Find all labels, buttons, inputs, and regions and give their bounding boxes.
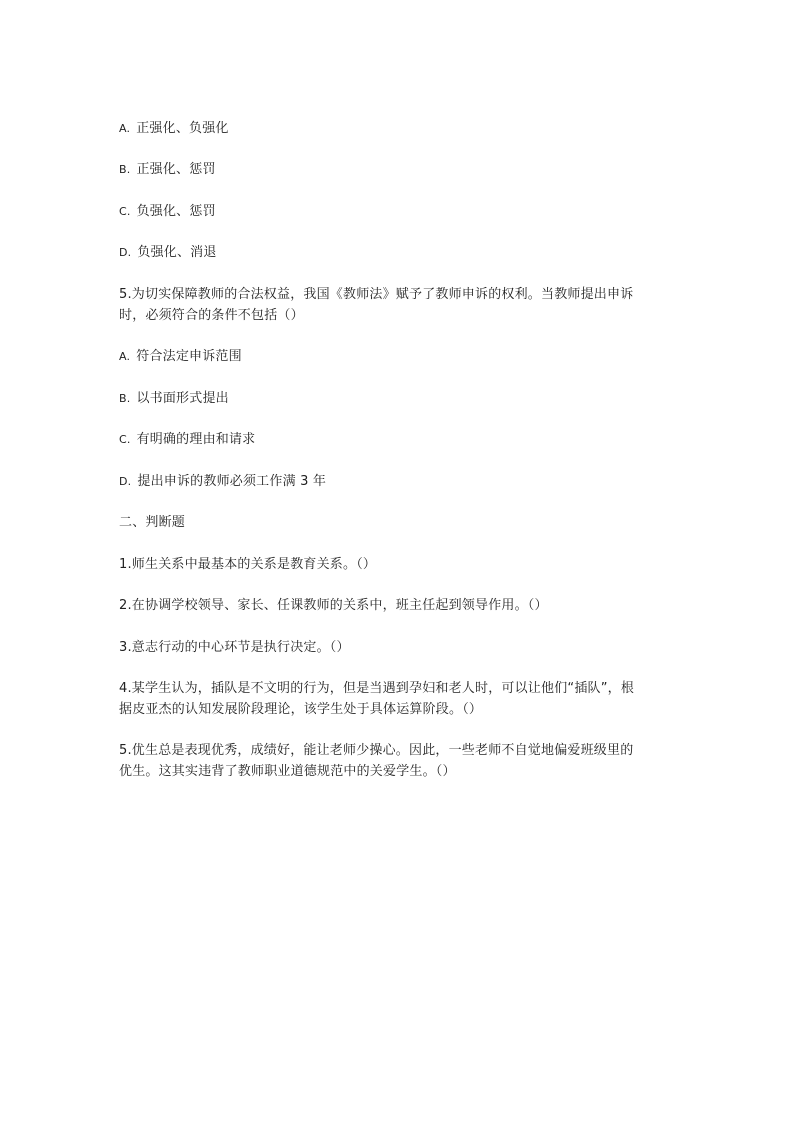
option-text: 正强化、负强化 (136, 121, 229, 136)
option-letter: C. (119, 433, 131, 446)
tf-item-3: 3.意志行动的中心环节是执行决定。（） (119, 640, 350, 655)
q5-option-a (119, 346, 679, 368)
option-letter: A. (119, 122, 131, 135)
q4-option-a (119, 118, 679, 140)
q5-stem-line1: 5.为切实保障教师的合法权益，我国《教师法》赋予了教师申诉的权利。当教师提出申诉 (119, 287, 634, 302)
option-letter: B. (119, 392, 131, 405)
tf-item-5-line1: 5.优生总是表现优秀，成绩好，能让老师少操心。因此，一些老师不自觉地偏爱班级里的 (119, 743, 634, 758)
option-text: 负强化、消退 (137, 245, 217, 260)
option-text: 负强化、惩罚 (136, 204, 216, 219)
tf-item-4-line1: 4.某学生认为，插队是不文明的行为，但是当遇到孕妇和老人时，可以让他们“插队”，根 (119, 681, 635, 696)
option-text: 符合法定申诉范围 (136, 349, 242, 364)
tf-item-1: 1.师生关系中最基本的关系是教育关系。（） (119, 557, 377, 572)
option-text: 有明确的理由和请求 (136, 432, 256, 447)
tf-item-5-line2: 优生。这其实违背了教师职业道德规范中的关爱学生。（） (119, 764, 456, 779)
q4-option-d (119, 242, 679, 264)
option-letter: D. (119, 475, 132, 488)
option-text: 正强化、惩罚 (136, 162, 216, 177)
option-letter: B. (119, 163, 131, 176)
q4-option-c (119, 201, 679, 223)
section-heading: 二、判断题 (119, 515, 186, 530)
q5-option-b (119, 388, 679, 410)
q5-option-c (119, 429, 679, 451)
option-letter: D. (119, 246, 132, 259)
tf-item-4-line2: 据皮亚杰的认知发展阶段理论，该学生处于具体运算阶段。（） (119, 702, 483, 717)
q5-stem-line2: 时，必须符合的条件不包括（） (119, 308, 304, 323)
tf-item-2: 2.在协调学校领导、家长、任课教师的关系中，班主任起到领导作用。（） (119, 598, 548, 613)
option-text: 以书面形式提出 (136, 391, 229, 406)
q5-option-d (119, 471, 679, 493)
q4-option-b (119, 159, 679, 181)
option-letter: C. (119, 205, 131, 218)
option-text: 提出申诉的教师必须工作满 3 年 (137, 474, 327, 489)
option-letter: A. (119, 350, 131, 363)
